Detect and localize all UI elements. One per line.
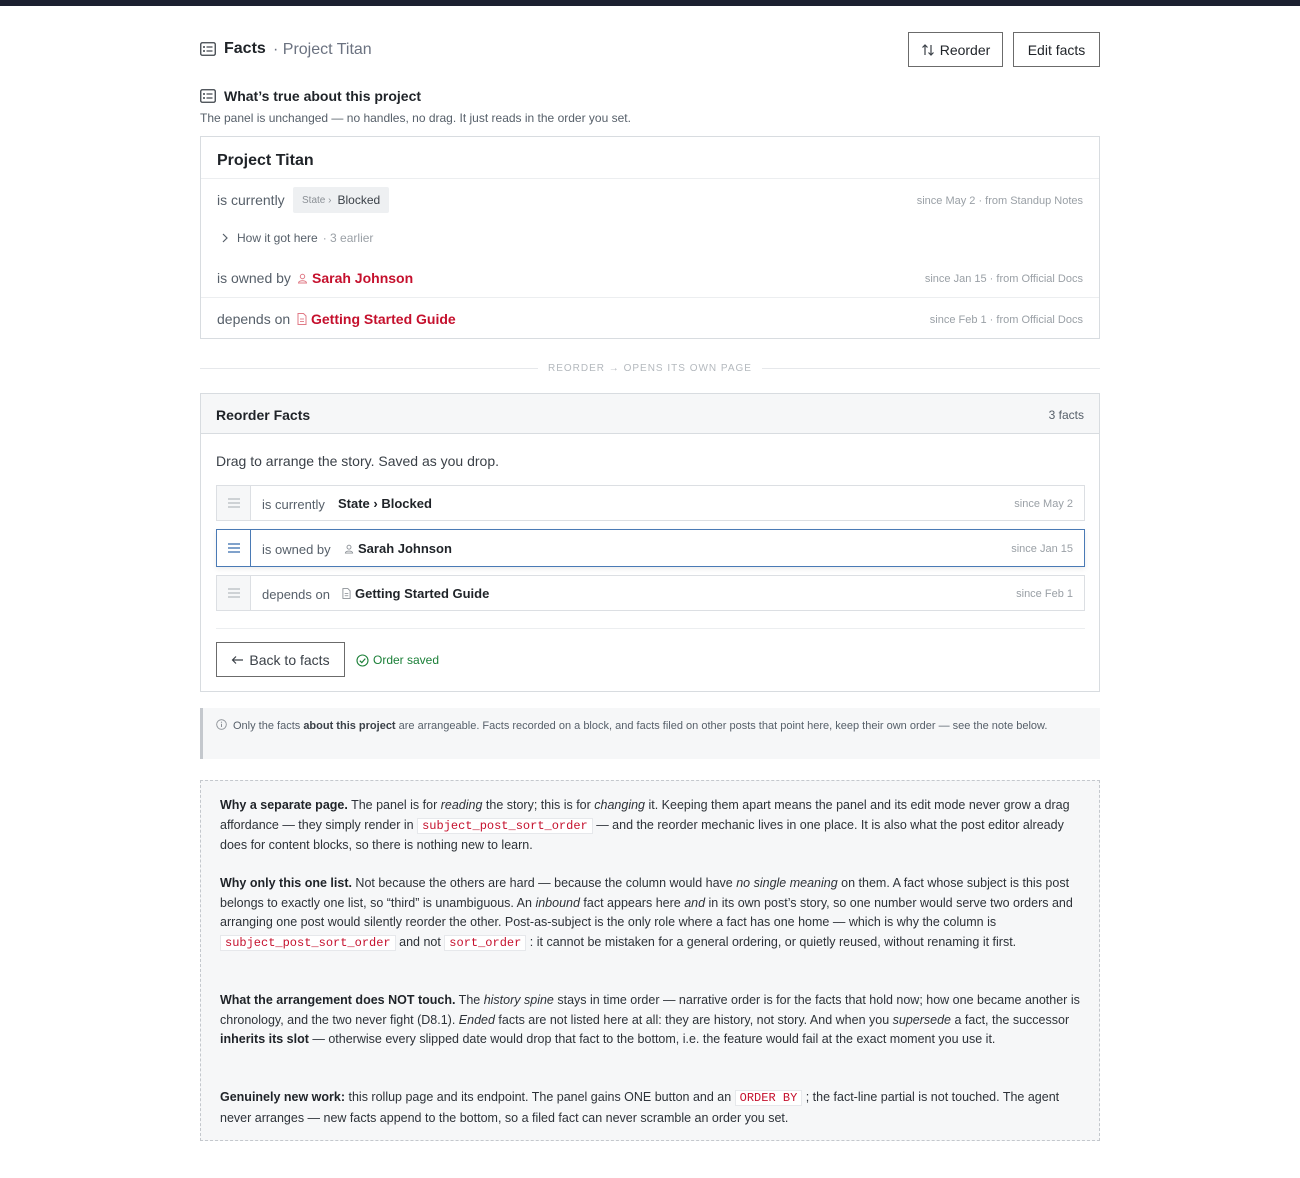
para-text: — otherwise every slipped date would drop that fact to the bottom, i.e. the feature would fail at the exact moment you use it. [308,1032,996,1046]
info-note-text [233,717,1089,735]
note-prefix: Only the facts [233,720,304,732]
page-subtitle: · Project Titan [273,41,372,58]
reorder-card-title: Reorder Facts [216,407,311,423]
edit-facts-button-label: Edit facts [1027,41,1086,58]
para-text: and not [395,934,445,949]
section-heading [200,87,1100,105]
check-circle-icon [356,654,369,667]
state-chip-value: Blocked [337,193,381,207]
back-button-label: Back to facts [249,651,330,668]
fact-verb: is currently [217,192,285,208]
sort-arrows-icon [921,43,935,57]
para-emphasis: history spine [483,993,554,1007]
para-text: — and the reorder mechanic lives in one place. It is also what the post editor already does for content blocks, so there is nothing new to learn. [220,817,1064,852]
para-text: Not because the others are hard — because the column would have [351,876,737,890]
inline-code: subject_post_sort_order [220,935,396,951]
draggable-fact-row[interactable] [216,575,1085,611]
section-title: What’s true about this project [224,88,422,104]
fact-row-dependency [201,297,1099,338]
divider-label: REORDER → OPENS ITS OWN PAGE [538,363,762,375]
info-note [200,708,1100,759]
fact-value [342,586,489,601]
edit-facts-button[interactable] [1013,32,1100,67]
explain-paragraph-3 [220,991,1080,1050]
fact-value [344,541,452,556]
document-icon [342,588,351,599]
fact-verb: is currently [262,497,325,512]
drag-handle-icon [228,588,240,598]
fact-value-text: Getting Started Guide [355,586,490,601]
owner-name: Sarah Johnson [312,270,414,286]
para-heading: Why only this one list. [220,876,352,890]
para-text: stays in time order — narrative order is for the facts that hold now; how one became another is chronology, and the two never fight (D8.1). [220,993,1080,1027]
section-description: The panel is unchanged — no handles, no drag. It just reads in the order you set. [200,111,631,125]
state-chip-category: State › [302,194,332,206]
fact-row-owner [201,257,1099,297]
fact-row-state [201,178,1099,217]
dependency-link[interactable] [297,311,456,327]
reorder-card-header [201,394,1099,434]
page-title: Facts [224,40,266,57]
fact-since: since May 2 [1014,498,1073,510]
para-text: fact appears here [579,895,685,910]
person-icon [297,273,308,284]
inline-code: ORDER BY [735,1090,803,1106]
draggable-fact-row[interactable] [216,485,1085,521]
draggable-fact-row-active[interactable] [216,529,1085,567]
para-text: in its own post’s story, so one number would serve two orders and arranging one post would silently reorder the other. Post-as-subject is the only role where a fact has one home — which is why the column is [220,895,1073,929]
state-chip[interactable] [293,187,389,213]
fact-verb: is owned by [262,542,331,557]
para-heading: Genuinely new work: [220,1090,346,1104]
explain-paragraph-4 [220,1088,1080,1128]
para-text: The [455,993,484,1007]
para-text: a fact, the successor [951,1012,1070,1027]
fact-value: State › Blocked [338,496,432,511]
fact-verb: depends on [217,311,291,327]
history-label: How it got here [237,231,318,245]
para-strong: inherits its slot [220,1032,309,1046]
fact-meta: since Jan 15 · from Official Docs [924,273,1083,285]
para-text: it. Keeping them apart means the panel and its edit mode never grow a drag affordance — they simply render in [220,798,1070,832]
fact-verb: is owned by [217,270,291,286]
explain-paragraph-1 [220,796,1080,856]
para-text: The panel is for [347,798,441,812]
reorder-card [200,393,1100,692]
fact-since: since Feb 1 [1016,588,1073,600]
owner-link[interactable] [297,270,413,286]
para-text: this rollup page and its endpoint. The panel gains ONE button and an [345,1090,735,1104]
para-text: ; the fact-line partial is not touched. The agent never arranges — new facts append to the bottom, so a filed fact can never scramble an order you set. [220,1090,1060,1125]
reorder-button[interactable] [908,32,1003,67]
para-emphasis: Ended [458,1012,495,1027]
para-heading: What the arrangement does NOT touch. [220,993,456,1007]
page-header [200,32,1100,67]
reorder-separator [216,628,1085,629]
top-bar [0,0,1300,6]
inline-code: subject_post_sort_order [417,818,593,834]
list-card-icon [200,42,216,56]
para-emphasis: inbound [535,895,580,910]
para-heading: Why a separate page. [220,798,348,812]
explanation-box [200,780,1100,1141]
drag-handle[interactable] [217,530,251,566]
para-text: on them. A fact whose subject is this post belongs to exactly one list, so “third” is unambiguous. An [220,876,1070,910]
back-to-facts-button[interactable] [216,642,345,677]
drag-handle-icon [228,498,240,508]
drag-handle-icon [228,543,240,553]
para-emphasis: reading [440,798,483,812]
para-text: facts are not listed here at all: they are history, not story. And when you [494,1012,893,1027]
para-emphasis: supersede [892,1012,951,1027]
note-bold: about this project [303,720,396,732]
order-saved-label: Order saved [373,653,440,667]
para-text: : it cannot be mistaken for a general ordering, or quietly reused, without renaming it first. [526,934,1017,949]
facts-count: 3 facts [1048,408,1084,422]
chevron-right-icon [219,232,231,244]
history-toggle[interactable] [219,231,373,245]
reorder-description: Drag to arrange the story. Saved as you drop. [216,453,500,469]
para-emphasis: changing [594,798,646,812]
drag-handle[interactable] [217,576,251,610]
fact-meta: since May 2 · from Standup Notes [916,195,1083,207]
panel-title: Project Titan [217,152,314,169]
person-icon [344,544,354,554]
explain-paragraph-2 [220,874,1080,953]
info-icon [216,719,227,730]
para-text: the story; this is for [482,798,595,812]
drag-handle[interactable] [217,486,251,520]
facts-panel [200,136,1100,339]
note-suffix: are arrangeable. Facts recorded on a block, and facts filed on other posts that point here, keep their own order — see the note below. [395,720,1048,732]
order-saved-status [356,653,439,667]
fact-verb: depends on [262,587,330,602]
inline-code: sort_order [444,935,526,951]
para-emphasis: and [684,895,706,910]
fact-meta: since Feb 1 · from Official Docs [929,314,1083,326]
list-card-icon [200,89,216,103]
history-earlier-count: · 3 earlier [322,231,374,245]
arrow-left-icon [231,655,244,665]
document-icon [297,313,307,325]
reorder-button-label: Reorder [939,41,991,58]
para-emphasis: no single meaning [736,876,838,890]
history-row [201,217,1099,257]
fact-since: since Jan 15 [1011,543,1073,555]
dependency-name: Getting Started Guide [311,311,456,327]
fact-value-text: Sarah Johnson [358,541,452,556]
